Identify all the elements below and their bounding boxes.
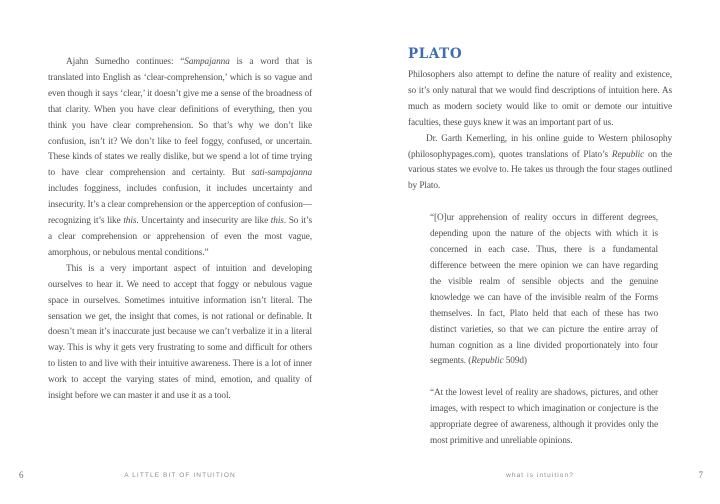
running-title-right: what is intuition? [506,472,574,479]
page-number-left: 6 [19,470,24,480]
page-number-right: 7 [698,470,703,480]
paragraph: Philosophers also attempt to define the nature of reality and existence, so it’s only natural that we would find descriptions of intuition here. As much as modern society would like to omit or demote our intuitive faculties, these guys knew it was an important part of us. [408,70,672,128]
page-right [360,0,720,504]
right-page-blocks [408,68,672,450]
running-title-left: A LITTLE BIT OF INTUITION [124,472,236,479]
block-quote: “[O]ur apprehension of reality occurs in different degrees, depending upon the nature of the objects with which it is concerned in each case. Thus, there is a fundamental difference between the mere opinion we can have regarding the visible realm of sensible objects and the genuine knowledge we can have of the invisible realm of the Forms themselves. In fact, Plato held that each of these has two distinct varieties, so that we can picture the entire array of human cognition as a line divided proportionately into four segments. (Republic 509d) [430,213,658,367]
paragraph: Ajahn Sumedho continues: “Sampajanna is a word that is translated into English as ‘clear-comprehension,’ which is so vague and even though it says ‘clear,’ it doesn’t give me a sense of the broadness of that clarity. When you have clear definitions of everything, then you think you have clear comprehension. So that’s why we don’t like confusion, isn’t it? We don’t like to feel foggy, confused, or uncertain. These kinds of states we really dislike, but we spend a lot of time trying to have clear comprehension and certainty. But sati-sampajanna includes fogginess, includes confusion, it includes uncertainty and insecurity. It’s a clear comprehension or the apperception of confusion—recognizing it’s like this. Uncertainty and insecurity are like this. So it’s a clear comprehension or apprehension of even the most vague, amorphous, or nebulous mental conditions.” [48,57,312,258]
paragraph: Dr. Garth Kemerling, in his online guide to Western philosophy (philosophypages.com), quotes translations of Plato’s Republic on the various states we evolve to. He takes us through the four stages outlined by Plato. [408,133,672,192]
block-quote: “At the lowest level of reality are shadows, pictures, and other images, with respect to which imagination or conjecture is the appropriate degree of awareness, although it provides only the most primitive and unreliable opinions. [430,388,658,447]
paragraph: This is a very important aspect of intuition and developing ourselves to hear it. We need to accept that foggy or nebulous vague space in ourselves. Sometimes intuitive information isn’t literal. The sensation we get, the insight that comes, is not rational or definable. It doesn’t mean it’s inaccurate just because we can’t verbalize it in a literal way. This is why it gets very frustrating to some and difficult for others to listen to and live with their intuitive awareness. There is a lot of inner work to accept the varying states of mind, emotion, and quality of insight before we can master it and use it as a tool. [48,263,312,402]
section-heading-plato: PLATO [408,46,463,62]
right-page-text [408,46,672,450]
left-page-text [48,55,312,405]
